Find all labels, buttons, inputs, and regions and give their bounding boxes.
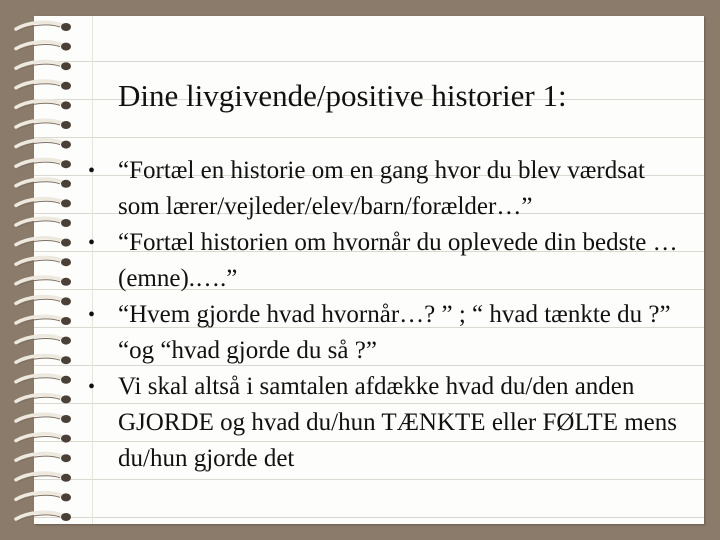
spiral-coil	[16, 512, 71, 521]
spiral-coil	[16, 493, 71, 502]
spiral-coil	[16, 257, 71, 266]
bullet-text: “Hvem gjorde hvad hvornår…? ” ; “ hvad tænkte du ?” “og “hvad gjorde du så ?”	[118, 301, 671, 364]
spiral-coil	[16, 42, 71, 51]
bullet-text: “Fortæl en historie om en gang hvor du blev værdsat som lærer/vejleder/elev/barn/forælder…”	[118, 157, 646, 220]
spiral-coil	[16, 238, 71, 247]
bullet-item	[88, 225, 688, 297]
spiral-coil	[16, 101, 71, 110]
spiral-coil	[16, 453, 71, 462]
bullet-item	[88, 297, 688, 369]
spiral-coil	[16, 61, 71, 70]
spiral-coil	[16, 218, 71, 227]
spiral-coil	[16, 473, 71, 482]
bullet-text: Vi skal altså i samtalen afdække hvad du/den anden GJORDE og hvad du/hun TÆNKTE eller FØLTE mens du/hun gjorde det	[118, 373, 677, 472]
spiral-coil	[16, 434, 71, 443]
bullet-item	[88, 153, 688, 225]
slide-title: Dine livgivende/positive historier 1:	[118, 78, 567, 113]
spiral-binding-icon	[4, 18, 84, 528]
spiral-coil	[16, 297, 71, 306]
spiral-coil	[16, 22, 71, 31]
spiral-coil	[16, 179, 71, 188]
spiral-coil	[16, 336, 71, 345]
spiral-coil	[16, 355, 71, 364]
bullet-marker: •	[88, 304, 96, 326]
spiral-coil	[16, 81, 71, 90]
bullet-marker: •	[88, 232, 96, 254]
spiral-coil	[16, 414, 71, 423]
spiral-coil	[16, 375, 71, 384]
bullet-marker: •	[88, 376, 96, 398]
spiral-coil	[16, 199, 71, 208]
spiral-coil	[16, 316, 71, 325]
bullet-list	[88, 153, 688, 477]
spiral-coil	[16, 140, 71, 149]
spiral-coil	[16, 120, 71, 129]
bullet-item	[88, 369, 688, 477]
spiral-coil	[16, 277, 71, 286]
spiral-coil	[16, 395, 71, 404]
spiral-coil	[16, 159, 71, 168]
bullet-marker: •	[88, 160, 96, 182]
bullet-text: “Fortæl historien om hvornår du oplevede din bedste …(emne).….”	[118, 229, 678, 292]
